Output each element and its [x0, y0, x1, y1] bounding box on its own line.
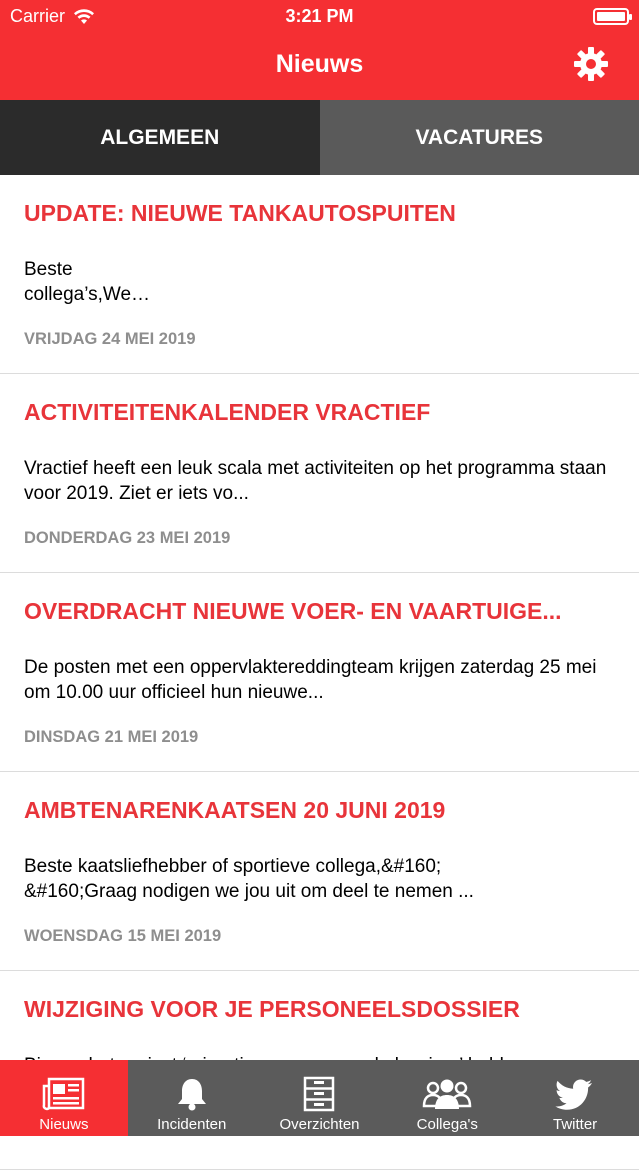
- battery-icon: [593, 8, 629, 25]
- tabbar-overzichten[interactable]: [256, 1060, 384, 1136]
- news-date: VRIJDAG 24 MEI 2019: [24, 330, 196, 349]
- people-icon: [421, 1076, 473, 1112]
- news-date: DONDERDAG 23 MEI 2019: [24, 529, 230, 548]
- news-title: OVERDRACHT NIEUWE VOER- EN VAARTUIGE...: [24, 598, 615, 625]
- news-excerpt: Beste kaatsliefhebber of sportieve collega,&#160; &#160;Graag nodigen we jou uit om deel te nemen ...: [24, 854, 615, 904]
- news-list: [0, 175, 639, 1060]
- tabbar-label: Collega's: [417, 1116, 478, 1133]
- news-item[interactable]: [0, 772, 639, 971]
- tab-vacatures[interactable]: VACATURES: [320, 100, 639, 175]
- news-title: WIJZIGING VOOR JE PERSONEELSDOSSIER: [24, 996, 615, 1023]
- segment-tabs: [0, 100, 639, 175]
- tab-bar: [0, 1060, 639, 1136]
- page-title: Nieuws: [0, 50, 639, 79]
- twitter-icon: [556, 1076, 594, 1112]
- news-item[interactable]: [0, 175, 639, 374]
- tabbar-label: Twitter: [553, 1116, 597, 1133]
- bell-icon: [175, 1076, 209, 1112]
- status-bar: [0, 0, 639, 34]
- carrier-label: Carrier: [10, 6, 65, 27]
- news-title: UPDATE: NIEUWE TANKAUTOSPUITEN: [24, 200, 615, 227]
- news-excerpt: De posten met een oppervlaktereddingteam krijgen zaterdag 25 mei om 10.00 uur officieel hun nieuwe...: [24, 655, 615, 705]
- gear-icon[interactable]: [573, 46, 609, 82]
- cabinet-icon: [302, 1076, 336, 1112]
- newspaper-icon: [41, 1076, 87, 1112]
- tabbar-label: Overzichten: [279, 1116, 359, 1133]
- news-date: WOENSDAG 15 MEI 2019: [24, 927, 221, 946]
- tabbar-collegas[interactable]: [383, 1060, 511, 1136]
- tabbar-twitter[interactable]: [511, 1060, 639, 1136]
- tabbar-incidenten[interactable]: [128, 1060, 256, 1136]
- status-time: 3:21 PM: [0, 6, 639, 27]
- news-title: ACTIVITEITENKALENDER VRACTIEF: [24, 399, 615, 426]
- news-title: AMBTENARENKAATSEN 20 JUNI 2019: [24, 797, 615, 824]
- tabbar-label: Incidenten: [157, 1116, 226, 1133]
- news-excerpt: Vractief heeft een leuk scala met activiteiten op het programma staan voor 2019. Ziet er iets vo...: [24, 456, 615, 506]
- tabbar-label: Nieuws: [39, 1116, 88, 1133]
- top-bar: [0, 0, 639, 100]
- news-item[interactable]: [0, 573, 639, 772]
- news-date: DINSDAG 21 MEI 2019: [24, 728, 198, 747]
- news-excerpt: Beste collega’s,We…: [24, 257, 615, 307]
- news-item[interactable]: [0, 374, 639, 573]
- tab-algemeen[interactable]: ALGEMEEN: [0, 100, 320, 175]
- tabbar-nieuws[interactable]: [0, 1060, 128, 1136]
